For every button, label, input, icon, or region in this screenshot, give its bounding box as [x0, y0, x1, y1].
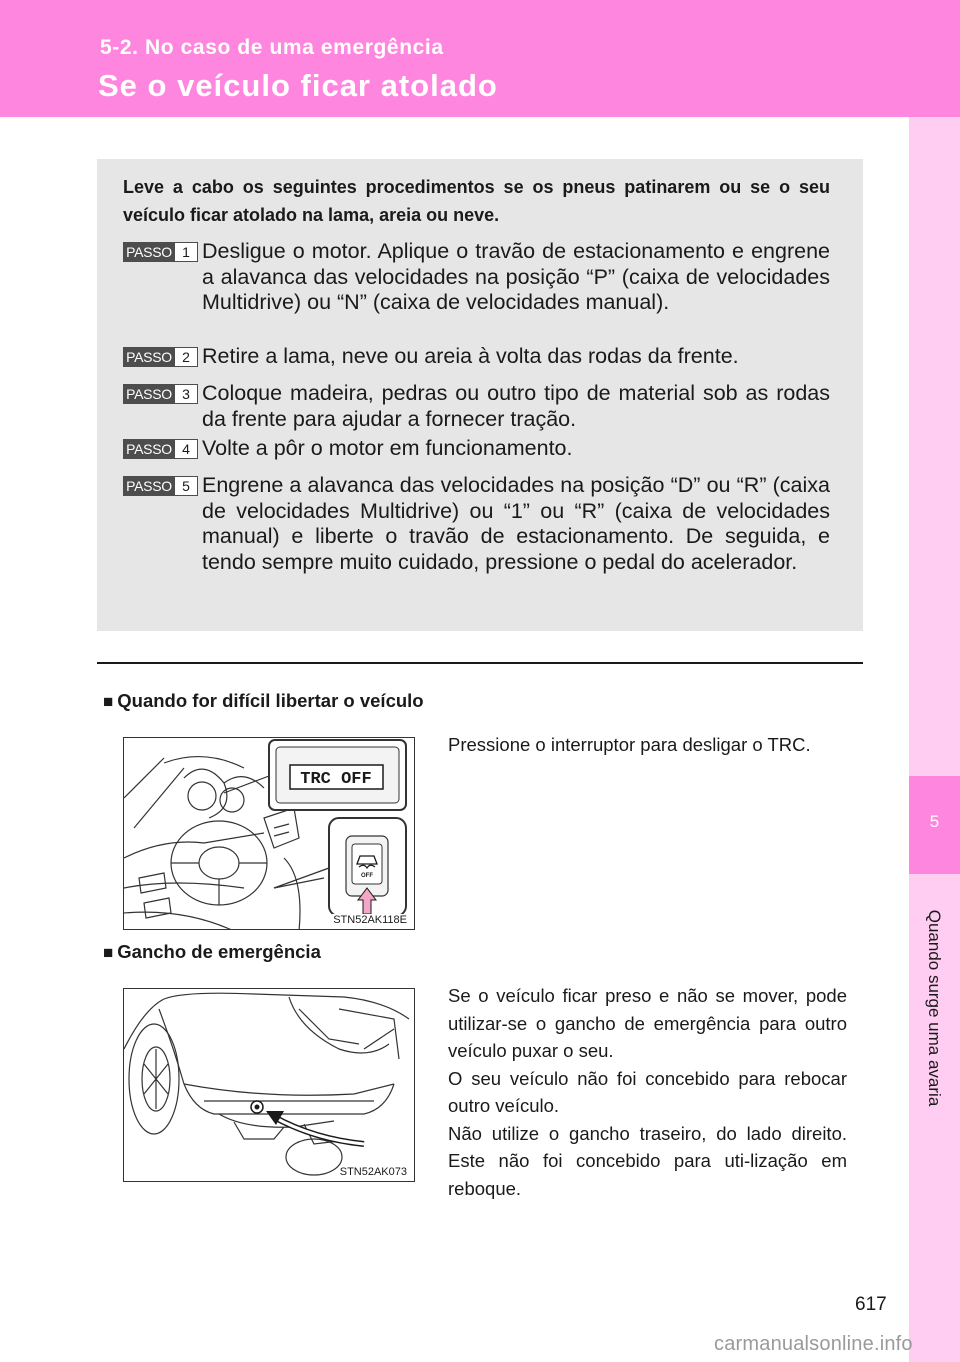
step-5 — [123, 473, 830, 575]
step-badge-word: PASSO — [123, 439, 175, 459]
watermark-link[interactable]: carmanualsonline.info — [714, 1333, 913, 1355]
chapter-number: 5 — [929, 812, 940, 831]
trc-off-display-label: TRC OFF — [300, 770, 372, 789]
trc-description — [448, 731, 847, 759]
procedure-intro: Leve a cabo os seguintes procedimentos se os pneus patinarem ou se o seu veículo ficar atolado na lama, areia ou neve. — [123, 177, 830, 225]
dashboard-illustration — [124, 738, 415, 930]
step-badge — [123, 439, 198, 459]
step-text: Volte a pôr o motor em funcionamento. — [202, 436, 573, 460]
step-badge — [123, 347, 198, 367]
page-title: Se o veículo ficar atolado — [98, 68, 498, 103]
step-badge-number: 1 — [175, 242, 198, 262]
paragraph: Se o veículo ficar preso e não se mover, pode utilizar-se o gancho de emergência para outro veículo puxar o seu. — [448, 985, 847, 1061]
heading-text: Quando for difícil libertar o veículo — [117, 690, 424, 711]
rear-car-illustration — [124, 989, 415, 1182]
page-number: 617 — [855, 1294, 887, 1315]
step-badge-word: PASSO — [123, 476, 175, 496]
step-badge-number: 4 — [175, 439, 198, 459]
paragraph: Não utilize o gancho traseiro, do lado direito. Este não foi concebido para uti-lização em reboque. — [448, 1122, 847, 1199]
heading-difficult-release — [103, 690, 424, 712]
step-text: Coloque madeira, pedras ou outro tipo de material sob as rodas da frente para ajudar a fornecer tração. — [202, 381, 830, 431]
square-bullet-icon: ■ — [103, 692, 114, 711]
chapter-title: Quando surge uma avaria — [925, 909, 944, 1107]
step-badge-number: 5 — [175, 476, 198, 496]
step-badge-word: PASSO — [123, 242, 175, 262]
section-divider — [97, 662, 863, 664]
heading-emergency-hook — [103, 941, 321, 963]
step-text: Retire a lama, neve ou areia à volta das rodas da frente. — [202, 344, 739, 368]
square-bullet-icon: ■ — [103, 943, 114, 962]
heading-text: Gancho de emergência — [117, 941, 321, 962]
step-text: Engrene a alavanca das velocidades na posição “D” ou “R” (caixa de velocidades Multidrive) ou “1” ou “R” (caixa de velocidades manual) e liberte o travão de estacionamento. De seguida, e tendo sempre muito cuidado, pressione o pedal do acelerador. — [202, 473, 830, 574]
step-3 — [123, 381, 830, 432]
step-4 — [123, 436, 830, 462]
step-badge-number: 2 — [175, 347, 198, 367]
figure-trc-switch — [123, 737, 415, 930]
hook-description — [448, 982, 847, 1202]
step-badge — [123, 476, 198, 496]
step-badge-word: PASSO — [123, 347, 175, 367]
paragraph: Pressione o interruptor para desligar o TRC. — [448, 734, 811, 755]
step-badge-number: 3 — [175, 384, 198, 404]
section-label: 5-2. No caso de uma emergência — [100, 36, 444, 59]
step-badge-word: PASSO — [123, 384, 175, 404]
paragraph: O seu veículo não foi concebido para rebocar outro veículo. — [448, 1067, 847, 1116]
figure-emergency-hook — [123, 988, 415, 1182]
step-1 — [123, 239, 830, 316]
figure-code: STN52AK073 — [339, 1166, 407, 1178]
step-badge — [123, 242, 198, 262]
side-tab-strip — [909, 117, 960, 1362]
step-text: Desligue o motor. Aplique o travão de estacionamento e engrene a alavanca das velocidades na posição “P” (caixa de velocidades Multidrive) ou “N” (caixa de velocidades manual). — [202, 239, 830, 314]
step-2 — [123, 344, 830, 370]
step-badge — [123, 384, 198, 404]
figure-code: STN52AK118E — [333, 914, 407, 926]
trc-button-label: OFF — [361, 873, 373, 879]
